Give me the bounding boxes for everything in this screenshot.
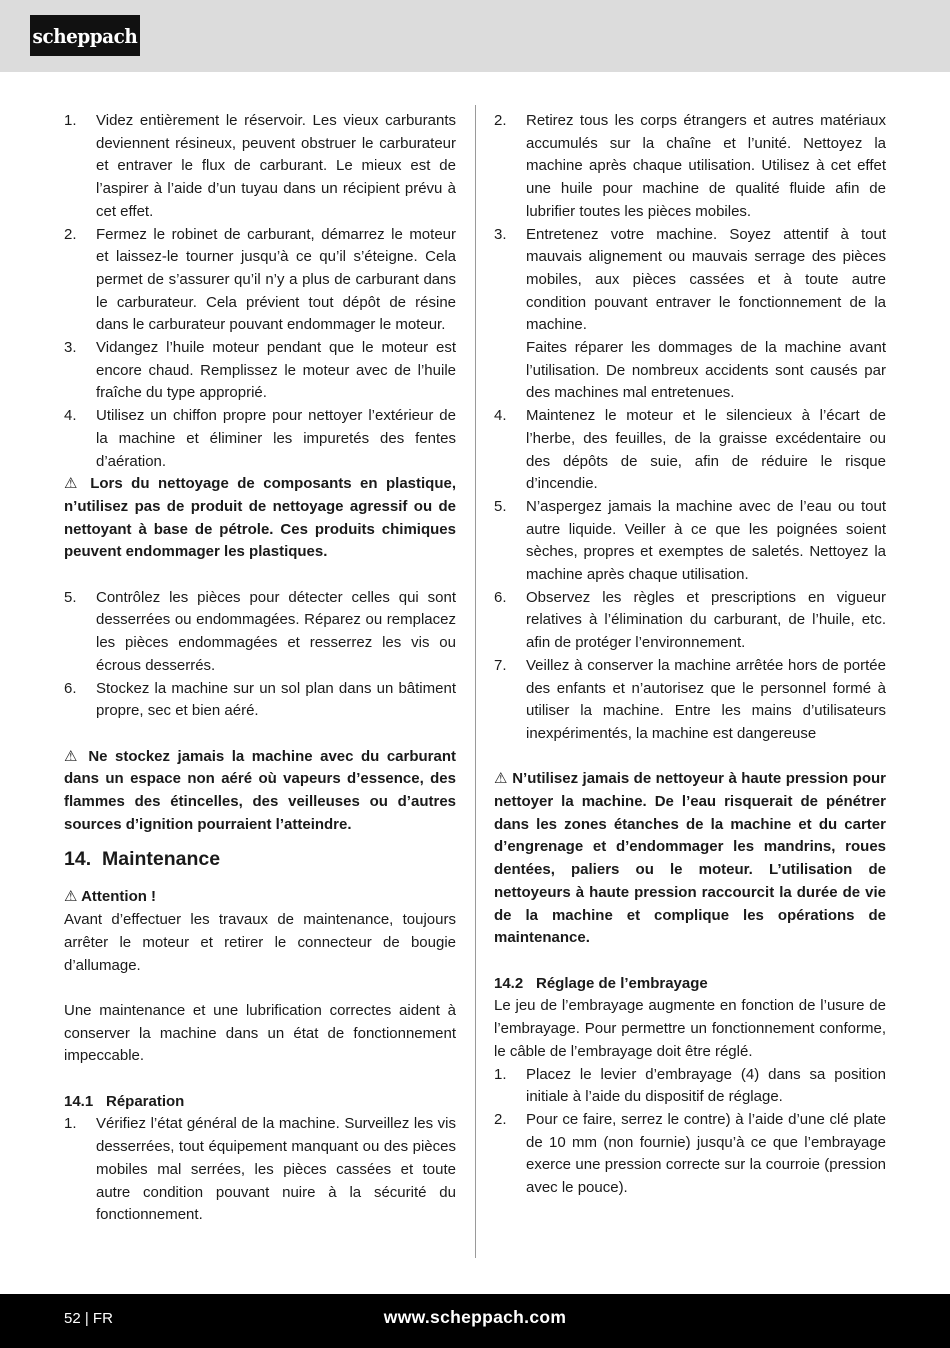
list-item	[64, 1113, 456, 1227]
item-text: Placez le levier d’embrayage (4) dans sa position initiale à l’aide du dispositif de réglage.	[526, 1065, 886, 1106]
item-text: Stockez la machine sur un sol plan dans un bâtiment propre, sec et bien aéré.	[96, 679, 456, 720]
item-extra-text: Faites réparer les dommages de la machine avant l’utilisation. De nombreux accidents sont causés par des machines mal entretenues.	[526, 339, 886, 402]
item-number: 1.	[494, 1065, 507, 1083]
scheppach-logo	[30, 15, 140, 56]
item-text: N’aspergez jamais la machine avec de l’eau ou tout autre liquide. Veiller à ce que les poignées soient sèches, propres et exemptes de saletés. Nettoyez la machine après chaque utilisation.	[526, 497, 886, 584]
list-item	[494, 224, 886, 406]
clutch-paragraph: Le jeu de l’embrayage augmente en fonction de l’usure de l’embrayage. Pour permettre un fonctionnement conforme, le câble de l’embrayage doit être réglé.	[494, 997, 886, 1060]
website-link[interactable]: www.scheppach.com	[383, 1307, 567, 1327]
item-text: Entretenez votre machine. Soyez attentif à tout mauvais alignement ou mauvais serrage des pièces mobiles, aux pièces cassées et à toute autre condition pouvant entraver le fonctionnement de la machine.	[526, 225, 886, 334]
warning-icon: ⚠	[64, 747, 81, 765]
item-number: 1.	[64, 1115, 77, 1133]
list-item	[494, 1109, 886, 1200]
item-number: 5.	[64, 588, 77, 606]
item-number: 2.	[494, 1110, 507, 1128]
item-text: Maintenez le moteur et le silencieux à l’écart de l’herbe, des feuilles, de la graisse excédentaire ou des dépôts de suie, afin de réduire le risque d’incendie.	[526, 407, 886, 493]
warning-pressure-washer	[494, 768, 886, 950]
item-number: 4.	[494, 407, 507, 425]
list-item	[64, 224, 456, 338]
item-number: 3.	[64, 339, 77, 357]
list-item	[494, 496, 886, 587]
list-item	[64, 587, 456, 678]
warning-icon: ⚠	[494, 770, 508, 788]
item-number: 2.	[64, 225, 77, 243]
warning-text: Lors du nettoyage de composants en plastique, n’utilisez pas de produit de nettoyage agressif ou de nettoyant à base de pétrole. Ces produits chimiques peuvent endommager les plastiques.	[64, 475, 457, 561]
item-number: 6.	[64, 679, 77, 697]
warning-icon: ⚠	[64, 475, 82, 493]
warning-text: Ne stockez jamais la machine avec du carburant dans un espace non aéré où vapeurs d’essence, des flammes des étincelles, des veilleuses ou d’autres sources d’ignition pourraient l’atteindre.	[64, 747, 457, 833]
warning-plastic-cleaning	[64, 473, 456, 564]
list-item	[494, 110, 886, 224]
list-item	[64, 405, 456, 473]
item-number: 7.	[494, 656, 507, 674]
list-item	[64, 678, 456, 723]
left-column	[64, 110, 456, 1227]
list-item	[494, 1064, 886, 1109]
subsection-title: Réglage de l’embrayage	[536, 974, 708, 992]
attention-text: Attention !	[81, 888, 157, 906]
subsection-number: 14.2	[494, 974, 524, 992]
logo-text: scheppach	[32, 23, 138, 48]
list-item	[494, 405, 886, 496]
item-number: 3.	[494, 225, 507, 243]
right-column	[494, 110, 886, 1200]
item-number: 6.	[494, 588, 507, 606]
item-text: Vérifiez l’état général de la machine. Surveillez les vis desserrées, tout équipement manquant ou des pièces mobiles mal serrées, les pièces cassées et toute autre condition pouvant nuire à la sécurité du fonctionnement.	[96, 1115, 456, 1224]
subsection-number: 14.1	[64, 1092, 94, 1110]
page-header	[0, 0, 950, 72]
maintenance-paragraph: Avant d’effectuer les travaux de maintenance, toujours arrêter le moteur et retirer le connecteur de bougie d’allumage.	[64, 911, 456, 974]
item-text: Veillez à conserver la machine arrêtée hors de portée des enfants et n’autorisez que le personnel formé à utiliser la machine. Entre les mains d’utilisateurs inexpérimentés, la machine est dangereuse	[526, 656, 886, 742]
column-divider	[475, 105, 476, 1258]
item-number: 2.	[494, 112, 507, 129]
page-footer	[0, 1294, 950, 1348]
item-text: Retirez tous les corps étrangers et autres matériaux accumulés sur la chaîne et l’unité. Nettoyez la machine après chaque utilisation. Utilisez à cet effet une huile pour machine de qualité fluide afin de lubrifier toutes les pièces mobiles.	[526, 112, 886, 220]
section-number: 14.	[64, 848, 92, 871]
item-text: Contrôlez les pièces pour détecter celles qui sont desserrées ou endommagées. Réparez ou remplacez les pièces endommagées et resserrez les vis ou écrous desserrés.	[96, 588, 456, 674]
item-text: Videz entièrement le réservoir. Les vieux carburants deviennent résineux, peuvent obstruer le carburateur et entraver le flux de carburant. Le mieux est de l’aspirer à l’aide d’un tuyau dans un récipient prévu à cet effet.	[96, 112, 456, 220]
warning-storage	[64, 746, 456, 837]
item-text: Pour ce faire, serrez le contre) à l’aide d’une clé plate de 10 mm (non fournie) jusqu’à ce que l’embrayage exerce une pression correcte sur la courroie (pression avec le pouce).	[526, 1110, 886, 1197]
warning-text: N’utilisez jamais de nettoyeur à haute pression pour nettoyer la machine. De l’eau risquerait de pénétrer dans les zones étanches de la machine et du carter d’engrenage et d’endommager les mandrins, roues dentées, paliers ou le moteur. L’utilisation de nettoyeurs à haute pression raccourcit la durée de vie de la machine et complique les opérations de maintenance.	[494, 770, 887, 947]
item-text: Utilisez un chiffon propre pour nettoyer l’extérieur de la machine et éliminer les impuretés des fentes d’aération.	[96, 407, 456, 470]
list-item	[494, 587, 886, 655]
list-item	[64, 110, 456, 224]
item-number: 1.	[64, 112, 77, 129]
item-number: 4.	[64, 407, 77, 425]
page-number: 52 | FR	[64, 1310, 113, 1327]
subsection-heading	[64, 1091, 456, 1114]
item-text: Fermez le robinet de carburant, démarrez le moteur et laissez-le tourner jusqu’à ce qu’il s’éteigne. Cela permet de s’assurer qu’il n’y a plus de carburant dans le carburateur. Cela prévient tout dépôt de résine dans le carburateur pouvant endommager le moteur.	[96, 225, 456, 334]
attention-heading	[64, 886, 456, 909]
warning-icon: ⚠	[64, 888, 78, 906]
subsection-heading	[494, 973, 886, 996]
list-item	[494, 655, 886, 746]
section-title: Maintenance	[102, 848, 221, 871]
list-item	[64, 337, 456, 405]
lubrication-paragraph: Une maintenance et une lubrification correctes aident à conserver la machine dans un état de fonctionnement impeccable.	[64, 1001, 456, 1065]
item-text: Observez les règles et prescriptions en vigueur relatives à l’élimination du carburant, de l’huile, etc. afin de protéger l’environnement.	[526, 588, 886, 652]
subsection-title: Réparation	[106, 1092, 185, 1110]
section-heading	[64, 846, 456, 872]
item-text: Vidangez l’huile moteur pendant que le moteur est encore chaud. Remplissez le moteur avec de l’huile fraîche du type approprié.	[96, 339, 456, 402]
item-number: 5.	[494, 497, 507, 515]
